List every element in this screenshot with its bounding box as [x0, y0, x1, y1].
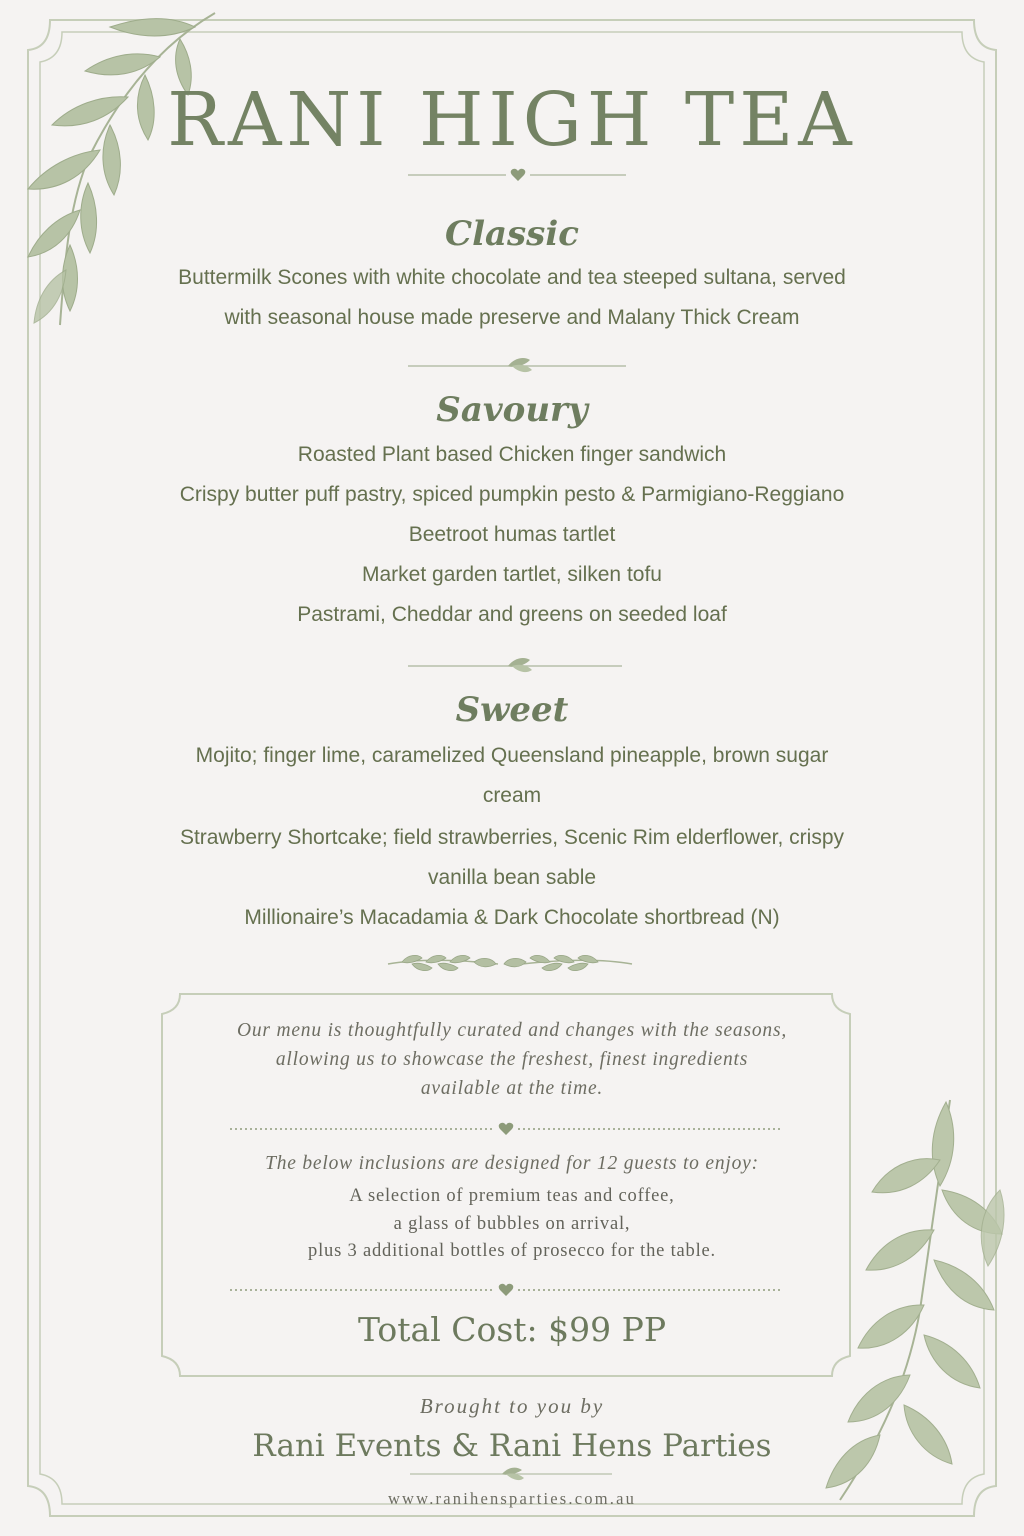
menu-item: Millionaire’s Macadamia & Dark Chocolate shortbread (N)	[244, 906, 780, 929]
menu-item: vanilla bean sable	[427, 866, 597, 889]
info-box-intro	[0, 1016, 1024, 1103]
inclusion-line: a glass of bubbles on arrival,	[393, 1213, 631, 1234]
sprig-divider-icon	[410, 1464, 614, 1484]
brought-by-text: Brought to you by	[419, 1394, 605, 1418]
intro-line: allowing us to showcase the freshest, finest ingredients	[275, 1049, 749, 1070]
menu-item: cream	[482, 784, 542, 807]
heart-divider-icon	[230, 1120, 782, 1138]
sprig-divider-icon	[408, 654, 628, 678]
menu-item: Roasted Plant based Chicken finger sandwich	[297, 443, 727, 466]
section-heading-sweet: Sweet	[455, 690, 569, 730]
inclusions-list	[0, 1183, 1024, 1266]
brand-name: Rani Events & Rani Hens Parties	[252, 1428, 772, 1464]
section-heading-classic: Classic	[445, 214, 579, 254]
page-title: RANI HIGH TEA	[167, 77, 857, 163]
intro-line: Our menu is thoughtfully curated and changes with the seasons,	[236, 1020, 788, 1041]
sprig-divider-icon	[408, 354, 628, 378]
menu-item: Strawberry Shortcake; field strawberries, Scenic Rim elderflower, crispy	[179, 826, 845, 849]
inclusions-heading: The below inclusions are designed for 12 guests to enjoy:	[265, 1153, 759, 1174]
section-sweet-items	[0, 736, 1024, 938]
menu-item: Buttermilk Scones with white chocolate and tea steeped sultana, served	[178, 266, 846, 289]
inclusion-line: plus 3 additional bottles of prosecco for the table.	[308, 1241, 716, 1261]
menu-item: Crispy butter puff pastry, spiced pumpkin pesto & Parmigiano-Reggiano	[179, 483, 845, 506]
website-url[interactable]: www.ranihensparties.com.au	[387, 1489, 637, 1508]
total-cost: Total Cost: $99 PP	[357, 1310, 667, 1349]
heart-divider-icon	[408, 166, 628, 184]
menu-item: Market garden tartlet, silken tofu	[362, 563, 662, 586]
heart-divider-icon	[230, 1281, 782, 1299]
menu-item: Beetroot humas tartlet	[408, 523, 616, 546]
laurel-divider-icon	[382, 948, 638, 978]
section-heading-savoury: Savoury	[436, 390, 588, 430]
intro-line: available at the time.	[420, 1078, 604, 1099]
menu-item: Mojito; finger lime, caramelized Queensland pineapple, brown sugar	[195, 744, 829, 767]
section-savoury-items	[0, 435, 1024, 635]
inclusion-line: A selection of premium teas and coffee,	[349, 1186, 675, 1206]
menu-item: Pastrami, Cheddar and greens on seeded loaf	[297, 603, 727, 626]
menu-item: with seasonal house made preserve and Malany Thick Cream	[224, 306, 800, 329]
section-classic-items	[0, 258, 1024, 338]
